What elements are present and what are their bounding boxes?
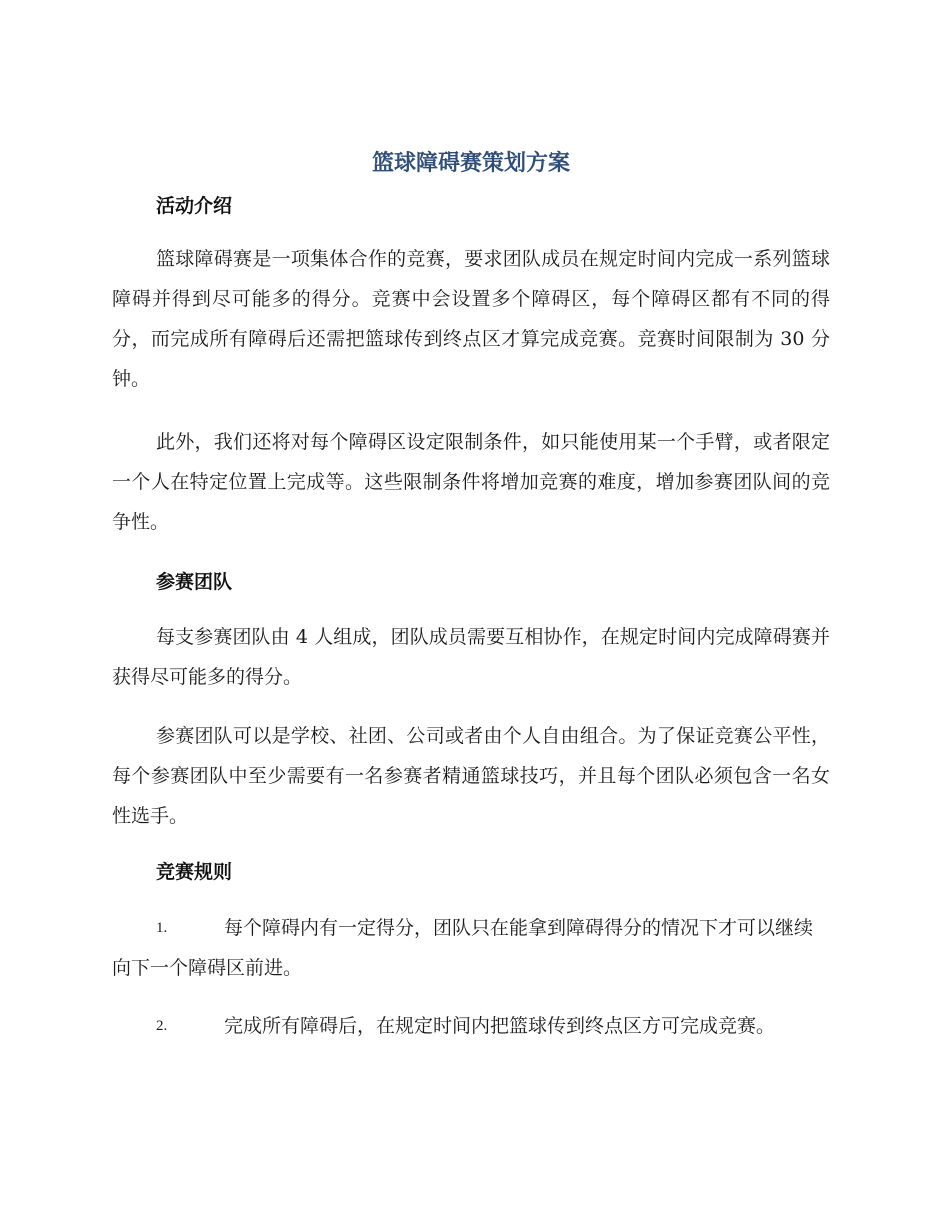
document-title: 篮球障碍赛策划方案 bbox=[371, 151, 570, 176]
rule-number: 2. bbox=[156, 1018, 168, 1034]
rule-list-item bbox=[112, 908, 830, 988]
paragraph-activity-intro-1: 篮球障碍赛是一项集体合作的竞赛，要求团队成员在规定时间内完成一系列篮球障碍并得到尽可能多的得分。竞赛中会设置多个障碍区，每个障碍区都有不同的得分，而完成所有障碍后还需把篮球传到终点区才算完成竞赛。竞赛时间限制为 30 分钟。 bbox=[112, 248, 830, 390]
rule-number: 1. bbox=[156, 920, 168, 936]
rule-text: 每个障碍内有一定得分，团队只在能拿到障碍得分的情况下才可以继续向下一个障碍区前进。 bbox=[112, 917, 814, 979]
rule-text: 完成所有障碍后，在规定时间内把篮球传到终点区方可完成竞赛。 bbox=[224, 1015, 776, 1037]
paragraph-teams-2: 参赛团队可以是学校、社团、公司或者由个人自由组合。为了保证竞赛公平性，每个参赛团队中至少需要有一名参赛者精通篮球技巧，并且每个团队必须包含一名女性选手。 bbox=[112, 725, 830, 827]
paragraph-activity-intro-2: 此外，我们还将对每个障碍区设定限制条件，如只能使用某一个手臂，或者限定一个人在特定位置上完成等。这些限制条件将增加竞赛的难度，增加参赛团队间的竞争性。 bbox=[112, 431, 830, 533]
section-heading-activity-intro: 活动介绍 bbox=[156, 195, 233, 217]
rule-list-item bbox=[112, 1006, 830, 1046]
section-heading-rules: 竞赛规则 bbox=[156, 861, 233, 883]
section-heading-teams: 参赛团队 bbox=[156, 571, 233, 593]
paragraph-teams-1: 每支参赛团队由 4 人组成，团队成员需要互相协作，在规定时间内完成障碍赛并获得尽可能多的得分。 bbox=[112, 626, 830, 688]
